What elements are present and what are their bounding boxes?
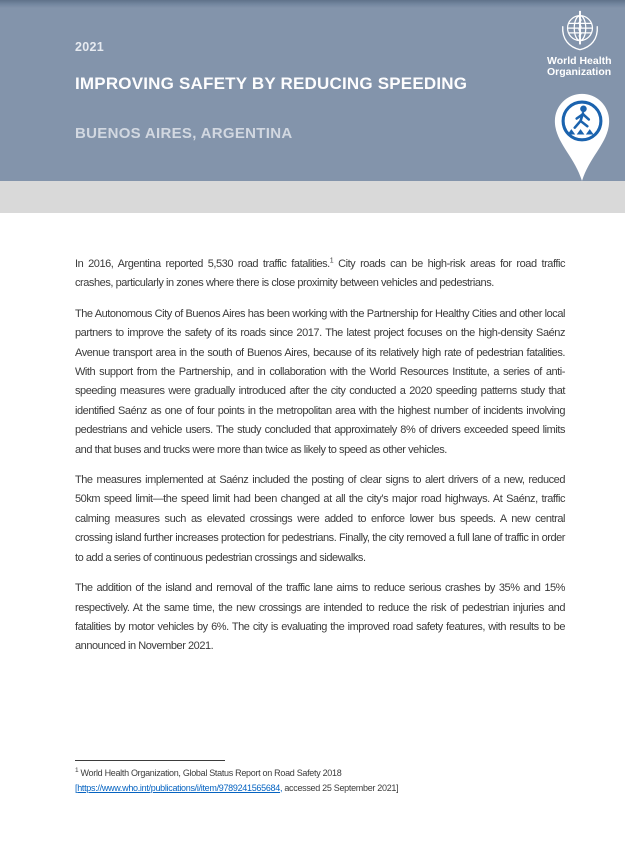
paragraph-1-text: In 2016, Argentina reported 5,530 road traffic fatalities. [75, 258, 330, 270]
document-body [75, 255, 565, 668]
footnote [75, 760, 565, 795]
footnote-text: World Health Organization, Global Status Report on Road Safety 2018 [78, 768, 342, 778]
footnote-ref-1: 1 [329, 257, 334, 265]
footnote-line-1 [75, 766, 565, 781]
footnote-link[interactable]: [https://www.who.int/publications/i/item/9789241565684, [75, 782, 283, 793]
header-top-strip [0, 0, 625, 8]
report-header [0, 0, 625, 181]
page-title: IMPROVING SAFETY BY REDUCING SPEEDING [75, 74, 468, 93]
who-emblem-icon [557, 8, 603, 54]
paragraph-3: The measures implemented at Saénz included the posting of clear signs to alert drivers of a new, reduced 50km speed limit—the speed limit had been changed at all the city’s major road highways. At Saénz, traffic calming measures such as elevated crossings were added to enforce lower bus speeds. A new central crossing island further increases protection for pedestrians. Finally, the city removed a full lane of traffic in order to add a series of continuous pedestrian crossings and sidewalks. [75, 474, 565, 564]
footnote-line-2 [75, 781, 565, 796]
pedestrian-crossing-pin-icon [551, 86, 613, 183]
paragraph-4: The addition of the island and removal of the traffic lane aims to reduce serious crashes by 35% and 15% respectively. At the same time, the new crossings are intended to reduce the risk of pedestrian injuries and fatalities by motor vehicles by 6%. The city is evaluating the improved road safety features, with results to be announced in November 2021. [75, 582, 565, 653]
who-logo-text-line2: Organization [547, 66, 612, 78]
header-divider-band [0, 181, 625, 213]
paragraph-1-text-cont: City roads can be high-risk areas for road traffic crashes, particularly in zones where there is close proximity between vehicles and pedestrians. [75, 258, 566, 290]
page-subtitle: BUENOS AIRES, ARGENTINA [75, 125, 293, 142]
paragraph-2: The Autonomous City of Buenos Aires has been working with the Partnership for Healthy Cities and other local partners to improve the safety of its roads since 2017. The latest project focuses on the high-density Saénz Avenue transport area in the south of Buenos Aires, because of its relatively high rate of pedestrian fatalities. With support from the Partnership, and in collaboration with the World Resources Institute, a series of anti-speeding measures were gradually introduced after the city conducted a 2020 speeding patterns study that identified Saénz as one of four points in the metropolitan area with the highest number of incidents involving pedestrians and vehicle users. The study concluded that approximately 8% of drivers exceeded speed limits and that buses and trucks were more than twice as likely to speed as other vehicles. [75, 307, 565, 456]
footnote-rule [75, 760, 225, 761]
who-logo [545, 8, 615, 78]
paragraph-1 [75, 255, 565, 294]
report-year: 2021 [75, 40, 105, 54]
footnote-marker: 1 [75, 767, 79, 774]
footnote-suffix: accessed 25 September 2021] [282, 782, 399, 793]
who-logo-text-line1: World Health [547, 55, 612, 67]
